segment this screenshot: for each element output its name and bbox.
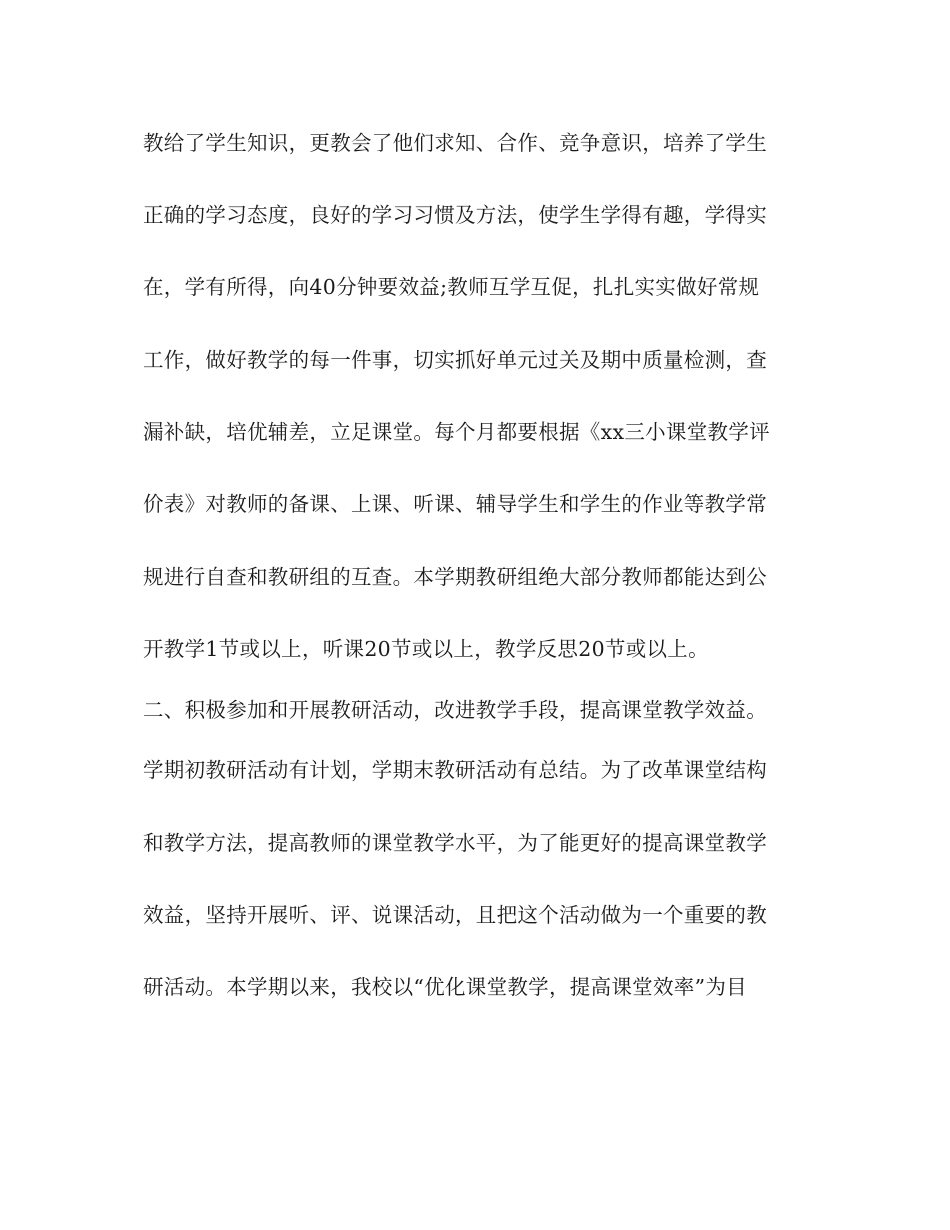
paragraph-line: 漏补缺，培优辅差，立足课堂。每个月都要根据《xx三小课堂教学评 — [143, 420, 770, 444]
paragraph-line: 和教学方法，提高教师的课堂教学水平，为了能更好的提高课堂教学 — [143, 831, 767, 855]
section-heading: 二、积极参加和开展教研活动，改进教学手段，提高课堂教学效益。 — [143, 698, 767, 722]
paragraph-line: 教给了学生知识，更教会了他们求知、合作、竞争意识，培养了学生 — [143, 131, 767, 155]
paragraph-line: 效益，坚持开展听、评、说课活动，且把这个活动做为一个重要的教 — [143, 903, 767, 927]
paragraph-line: 工作，做好教学的每一件事，切实抓好单元过关及期中质量检测，查 — [143, 348, 767, 372]
paragraph-line: 价表》对教师的备课、上课、听课、辅导学生和学生的作业等教学常 — [143, 492, 767, 516]
paragraph-line: 学期初教研活动有计划，学期末教研活动有总结。为了改革课堂结构 — [143, 758, 767, 782]
paragraph-line: 开教学1节或以上，听课20节或以上，教学反思20节或以上。 — [143, 637, 709, 661]
paragraph-line: 正确的学习态度，良好的学习习惯及方法，使学生学得有趣，学得实 — [143, 203, 767, 227]
paragraph-line: 在，学有所得，向40分钟要效益;教师互学互促，扎扎实实做好常规 — [143, 275, 760, 299]
paragraph-line: 研活动。本学期以来，我校以“优化课堂教学，提高课堂效率”为目 — [143, 975, 747, 999]
paragraph-line: 规进行自查和教研组的互查。本学期教研组绝大部分教师都能达到公 — [143, 565, 767, 589]
